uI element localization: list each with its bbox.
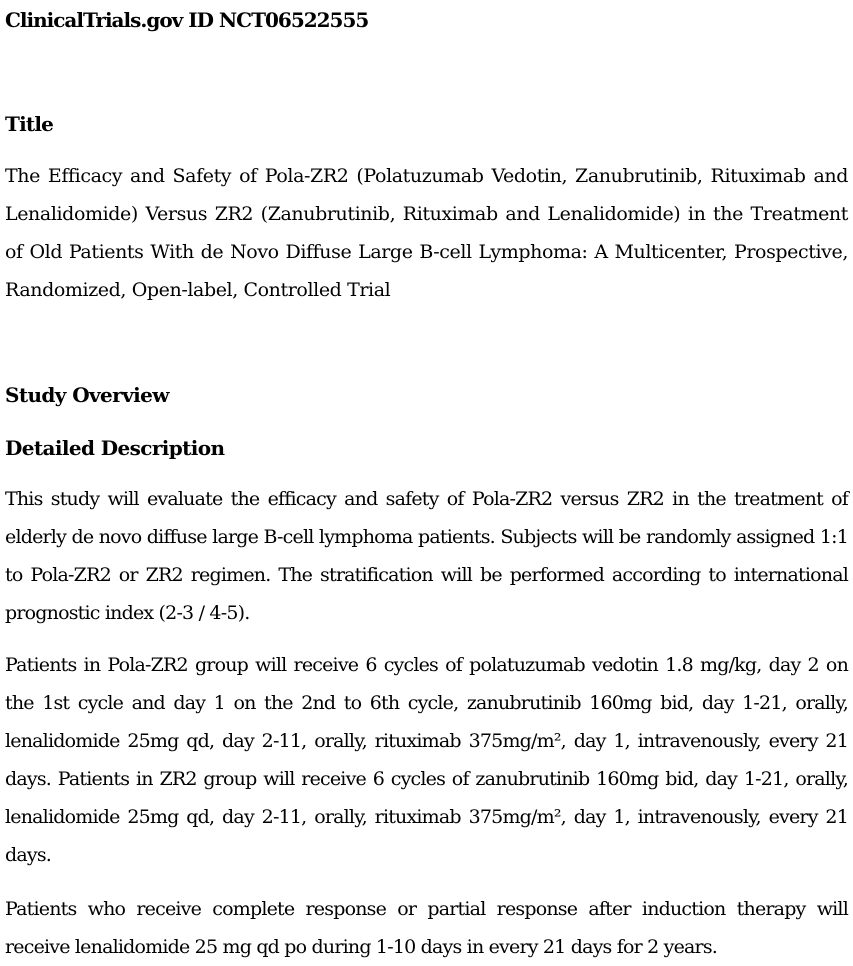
description-paragraph: Patients who receive complete response or partial response after induction therapy will receive lenalidomide 25 mg qd po during 1-10 days in every 21 days for 2 years. — [5, 898, 848, 958]
trial-id-heading: ClinicalTrials.gov ID NCT06522555 — [5, 8, 369, 32]
title-label: Title — [5, 112, 54, 136]
description-paragraph: Patients in Pola-ZR2 group will receive 6 cycles of polatuzumab vedotin 1.8 mg/kg, day 2 on the 1st cycle and day 1 on the 2nd to 6th cycle, zanubrutinib 160mg bid, day 1-21, orally, lenalidomide 25mg qd, day 2-11, orally, rituximab 375mg/m², day 1, intravenously, every 21 days. Patients in ZR2 group will receive 6 cycles of zanubrutinib 160mg bid, day 1-21, orally, lenalidomide 25mg qd, day 2-11, orally, rituximab 375mg/m², day 1, intravenously, every 21 days. — [5, 654, 848, 866]
description-paragraph: This study will evaluate the efficacy and safety of Pola-ZR2 versus ZR2 in the treatment of elderly de novo diffuse large B-cell lymphoma patients. Subjects will be randomly assigned 1:1 to Pola-ZR2 or ZR2 regimen. The stratification will be performed according to international prognostic index (2-3 / 4-5). — [5, 488, 848, 624]
detailed-description-heading: Detailed Description — [5, 436, 225, 460]
study-title-text: The Efficacy and Safety of Pola-ZR2 (Polatuzumab Vedotin, Zanubrutinib, Rituximab and Lenalidomide) Versus ZR2 (Zanubrutinib, Rituximab and Lenalidomide) in the Treatment of Old Patients With de Novo Diffuse Large B-cell Lymphoma: A Multicenter, Prospective, Randomized, Open-label, Controlled Trial — [5, 165, 848, 301]
study-overview-heading: Study Overview — [5, 383, 169, 407]
